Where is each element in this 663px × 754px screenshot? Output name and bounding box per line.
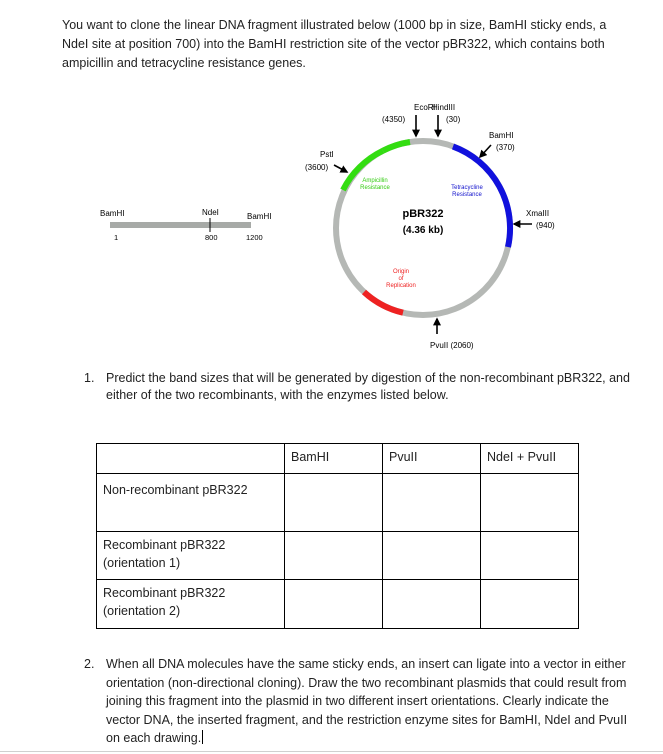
row-label-line2: (orientation 1) (103, 556, 181, 570)
band-size-table (96, 443, 579, 629)
intro-paragraph: You want to clone the linear DNA fragment illustrated below (1000 bp in size, BamHI sticky ends, a NdeI site at position 700) into the BamHI restriction site of the vector pBR322, which contains both ampicillin and tetracycline resistance genes. (62, 18, 607, 70)
plasmid-size: (4.36 kb) (402, 225, 444, 236)
fragment-bamhi-right-label: BamHI (247, 212, 272, 221)
answer-cell-nonrec-pvuii[interactable] (383, 474, 481, 532)
dna-figure (0, 95, 663, 360)
question-2[interactable] (84, 655, 644, 748)
hindiii-pos: (30) (446, 115, 461, 124)
amp-label-line2: Resistance (360, 185, 390, 191)
fragment-ndei-label: NdeI (202, 208, 219, 217)
plasmid-bamhi-label: BamHI (489, 131, 514, 140)
question-1-text: Predict the band sizes that will be generated by digestion of the non-recombinant pBR322, and either of the two recombinants, with the enzymes listed below. (106, 371, 630, 402)
psti-label: PstI (320, 150, 334, 159)
ori-label-line3: Replication (386, 283, 416, 289)
ecori-pos: (4350) (382, 115, 406, 124)
table-header-empty (97, 444, 285, 474)
table-header-bamhi: BamHI (285, 444, 383, 474)
row-label-line2: (orientation 2) (103, 604, 181, 618)
xmaiii-pos: (940) (536, 221, 555, 230)
table-row (97, 580, 579, 629)
answer-cell-rec1-pvuii[interactable] (383, 532, 481, 580)
ecori-label: EcoRI (414, 103, 436, 112)
plasmid-map (305, 103, 555, 350)
table-header-pvuii: PvuII (383, 444, 481, 474)
table-header-row (97, 444, 579, 474)
answer-cell-rec1-bamhi[interactable] (285, 532, 383, 580)
pvuii-label: PvuII (2060) (430, 341, 474, 350)
table-header-ndei-pvuii: NdeI + PvuII (481, 444, 579, 474)
question-1 (84, 370, 644, 404)
fragment-pos-start: 1 (114, 233, 119, 242)
row-label-line1: Recombinant pBR322 (103, 538, 226, 552)
answer-cell-rec1-ndei-pvuii[interactable] (481, 532, 579, 580)
row-label-cell (97, 580, 285, 629)
amp-label-line1: Ampicillin (362, 178, 388, 184)
fragment-pos-ndei: 800 (205, 233, 218, 242)
fragment-bamhi-left-label: BamHI (100, 209, 125, 218)
row-label-line1: Recombinant pBR322 (103, 586, 226, 600)
tet-label-line2: Resistance (452, 192, 482, 198)
psti-pos: (3600) (305, 163, 329, 172)
amp-resistance-arc (383, 142, 410, 151)
fragment-pos-end: 1200 (246, 233, 263, 242)
answer-cell-rec2-ndei-pvuii[interactable] (481, 580, 579, 629)
tet-label-line1: Tetracycline (451, 185, 483, 191)
plasmid-name: pBR322 (402, 208, 444, 220)
question-2-text-wrap[interactable] (106, 655, 644, 748)
xmaiii-label: XmaIII (526, 209, 550, 218)
answer-cell-rec2-pvuii[interactable] (383, 580, 481, 629)
text-cursor (202, 730, 203, 744)
question-1-number: 1. (84, 371, 95, 385)
hindiii-label: HindIII (432, 103, 456, 112)
row-label-cell (97, 532, 285, 580)
ori-label-line1: Origin (392, 269, 410, 275)
table-row (97, 532, 579, 580)
question-2-number: 2. (84, 657, 95, 671)
page-bottom-border (0, 751, 663, 752)
fragment-bar (110, 222, 251, 228)
psti-arrow (334, 165, 347, 172)
linear-fragment (100, 208, 271, 242)
ori-arc (364, 292, 403, 313)
table-row (97, 474, 579, 532)
row-label-line1: Non-recombinant pBR322 (103, 483, 248, 497)
plasmid-bamhi-pos: (370) (496, 143, 515, 152)
dna-diagram (0, 95, 663, 360)
answer-cell-rec2-bamhi[interactable] (285, 580, 383, 629)
ori-label-line2: of (398, 276, 404, 282)
question-2-text: When all DNA molecules have the same sticky ends, an insert can ligate into a vector in either orientation (non-directional cloning). Draw the two recombinant plasmids that could result from joining this fragment into the plasmid in two different insert orientations. Clearly indicate the vector DNA, the inserted fragment, and the restriction enzyme sites for BamHI, NdeI and PvuII on each drawing. (106, 657, 628, 745)
answer-cell-nonrec-bamhi[interactable] (285, 474, 383, 532)
answer-cell-nonrec-ndei-pvuii[interactable] (481, 474, 579, 532)
row-label-cell (97, 474, 285, 532)
plasmid-bamhi-arrow (480, 145, 491, 157)
